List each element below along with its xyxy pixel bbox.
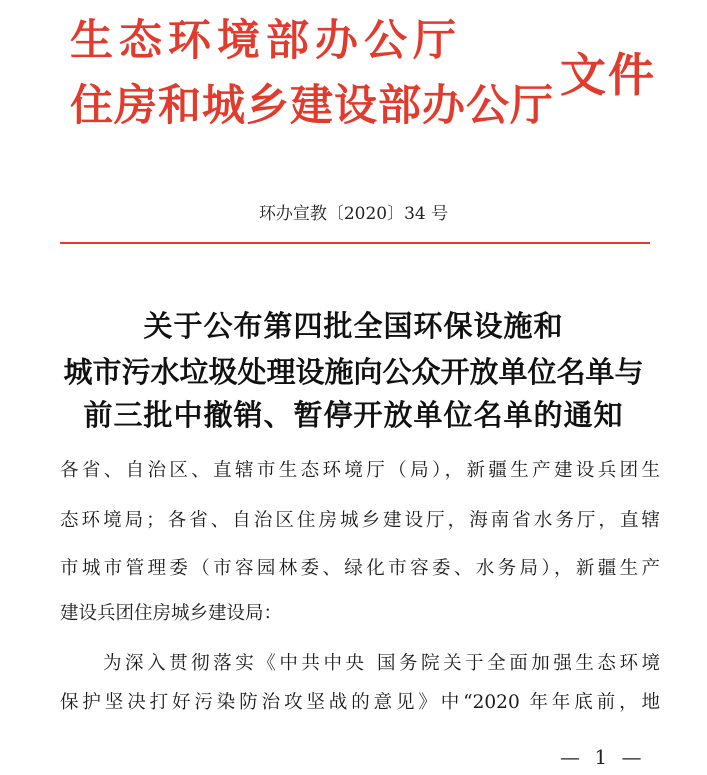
title-line-1: 关于公布第四批全国环保设施和	[143, 309, 564, 343]
title-line-3: 前三批中撤销、暂停开放单位名单的通知	[83, 398, 624, 432]
issuer-name-1: 生态环境部办公厅	[70, 16, 462, 66]
body-line: 态环境局；各省、自治区住房城乡建设厅，海南省水务厅，直辖	[60, 510, 660, 531]
red-divider	[60, 242, 650, 244]
body-line: 建设兵团住房城乡建设局：	[60, 603, 283, 624]
body-line: 保护坚决打好污染防治攻坚战的意见》中“2020 年年底前，地	[60, 692, 660, 713]
issuer-name-2: 住房和城乡建设部办公厅	[70, 81, 554, 131]
body-line: 各省、自治区、直辖市生态环境厅（局），新疆生产建设兵团生	[60, 460, 660, 481]
document-number: 环办宣教〔2020〕34 号	[258, 204, 449, 224]
page-number: — 1 —	[560, 745, 646, 769]
title-line-2: 城市污水垃圾处理设施向公众开放单位名单与	[63, 355, 644, 389]
body-line: 为深入贯彻落实《中共中央 国务院关于全面加强生态环境	[103, 653, 660, 674]
body-line: 市城市管理委（市容园林委、绿化市容委、水务局），新疆生产	[60, 558, 660, 579]
document-label: 文件	[560, 48, 656, 102]
